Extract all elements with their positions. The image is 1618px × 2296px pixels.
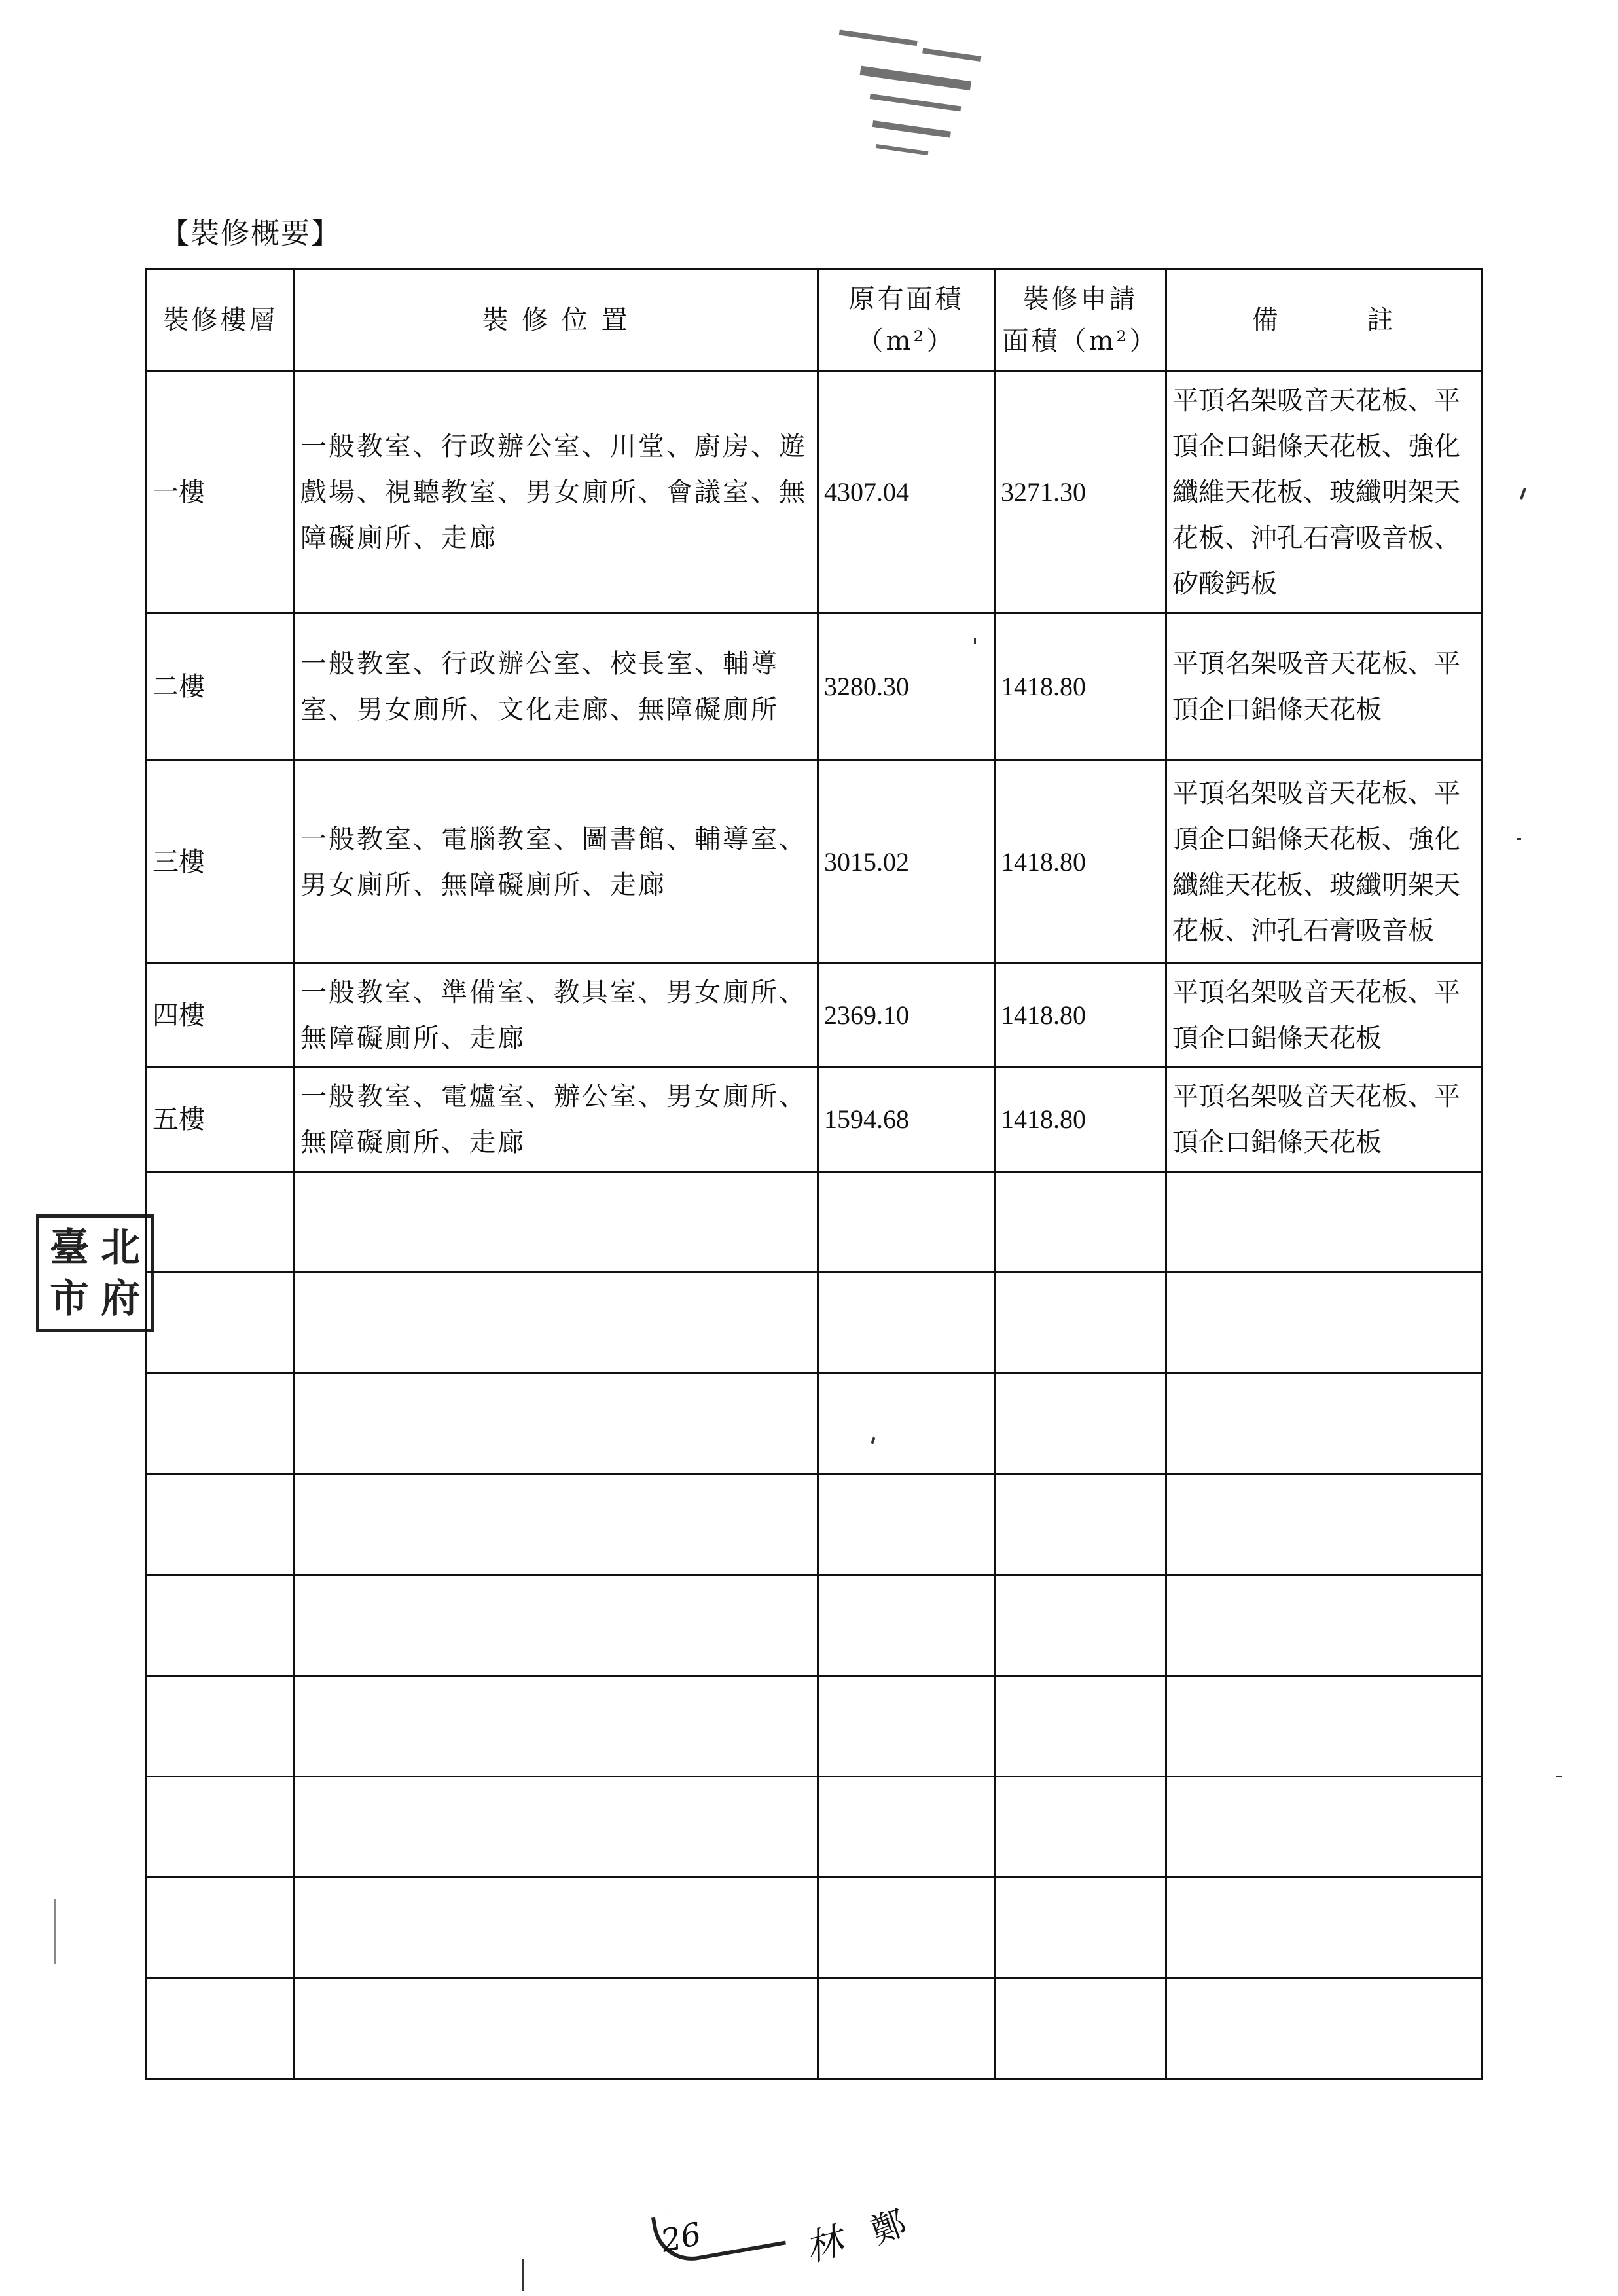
reviewer-initials: 林 (800, 2219, 848, 2270)
location-cell: 一般教室、電腦教室、圖書館、輔導室、男女廁所、無障礙廁所、走廊 (295, 761, 818, 964)
top-received-stamp (810, 15, 998, 175)
scan-speck (54, 1899, 56, 1964)
scan-speck (1520, 488, 1526, 500)
original-area-cell: 3280.30 (818, 613, 995, 761)
empty-table-row (147, 1575, 1482, 1676)
floor-cell: 二樓 (147, 613, 295, 761)
empty-table-row (147, 1273, 1482, 1374)
original-area-cell: 3015.02 (818, 761, 995, 964)
original-area-cell: 2369.10 (818, 964, 995, 1068)
header-remarks: 備 註 (1166, 270, 1482, 371)
header-location: 裝 修 位 置 (295, 270, 818, 371)
original-area-cell: 1594.68 (818, 1068, 995, 1172)
applied-area-cell: 1418.80 (995, 761, 1166, 964)
remarks-cell: 平頂名架吸音天花板、平頂企口鋁條天花板 (1166, 1068, 1482, 1172)
scan-speck (1517, 838, 1521, 840)
floor-cell: 四樓 (147, 964, 295, 1068)
table-row (147, 964, 1482, 1068)
location-cell: 一般教室、行政辦公室、川堂、廚房、遊戲場、視聽教室、男女廁所、會議室、無障礙廁所、走廊 (295, 371, 818, 613)
applied-area-cell: 1418.80 (995, 1068, 1166, 1172)
empty-table-row (147, 1878, 1482, 1978)
section-title: 【裝修概要】 (160, 217, 341, 250)
header-applied-area-line1: 裝修申請 (1022, 284, 1138, 314)
header-original-area (818, 270, 995, 371)
header-applied-area (995, 270, 1166, 371)
renovation-summary-table (145, 268, 1483, 2080)
empty-table-row (147, 1172, 1482, 1273)
remarks-cell: 平頂名架吸音天花板、平頂企口鋁條天花板、強化纖維天花板、玻纖明架天花板、沖孔石膏吸音板、矽酸鈣板 (1166, 371, 1482, 613)
floor-cell: 五樓 (147, 1068, 295, 1172)
scan-speck (974, 638, 976, 644)
original-area-cell: 4307.04 (818, 371, 995, 613)
scan-speck (522, 2259, 524, 2291)
official-seal: 臺 北 市 府 (36, 1214, 154, 1332)
scan-speck (1556, 1776, 1562, 1777)
empty-table-row (147, 1777, 1482, 1878)
reviewer-stamp: 鄭 (866, 2203, 912, 2252)
applied-area-cell: 1418.80 (995, 613, 1166, 761)
remarks-cell: 平頂名架吸音天花板、平頂企口鋁條天花板 (1166, 964, 1482, 1068)
table-row (147, 1068, 1482, 1172)
table-row (147, 761, 1482, 964)
table-row (147, 371, 1482, 613)
page-number: 26 (657, 2215, 705, 2260)
location-cell: 一般教室、電爐室、辦公室、男女廁所、無障礙廁所、走廊 (295, 1068, 818, 1172)
header-original-area-line1: 原有面積 (848, 284, 964, 314)
location-cell: 一般教室、行政辦公室、校長室、輔導室、男女廁所、文化走廊、無障礙廁所 (295, 613, 818, 761)
applied-area-cell: 1418.80 (995, 964, 1166, 1068)
floor-cell: 三樓 (147, 761, 295, 964)
empty-table-row (147, 1374, 1482, 1474)
empty-table-row (147, 1474, 1482, 1575)
remarks-cell: 平頂名架吸音天花板、平頂企口鋁條天花板 (1166, 613, 1482, 761)
header-applied-area-line2: 面積（m²） (1002, 326, 1159, 356)
table-header-row (147, 270, 1482, 371)
location-cell: 一般教室、準備室、教具室、男女廁所、無障礙廁所、走廊 (295, 964, 818, 1068)
header-original-area-line2: （m²） (857, 326, 956, 356)
header-floor: 裝修樓層 (147, 270, 295, 371)
empty-table-row (147, 1978, 1482, 2079)
remarks-cell: 平頂名架吸音天花板、平頂企口鋁條天花板、強化纖維天花板、玻纖明架天花板、沖孔石膏吸音板 (1166, 761, 1482, 964)
applied-area-cell: 3271.30 (995, 371, 1166, 613)
empty-table-row (147, 1676, 1482, 1777)
table-row (147, 613, 1482, 761)
floor-cell: 一樓 (147, 371, 295, 613)
